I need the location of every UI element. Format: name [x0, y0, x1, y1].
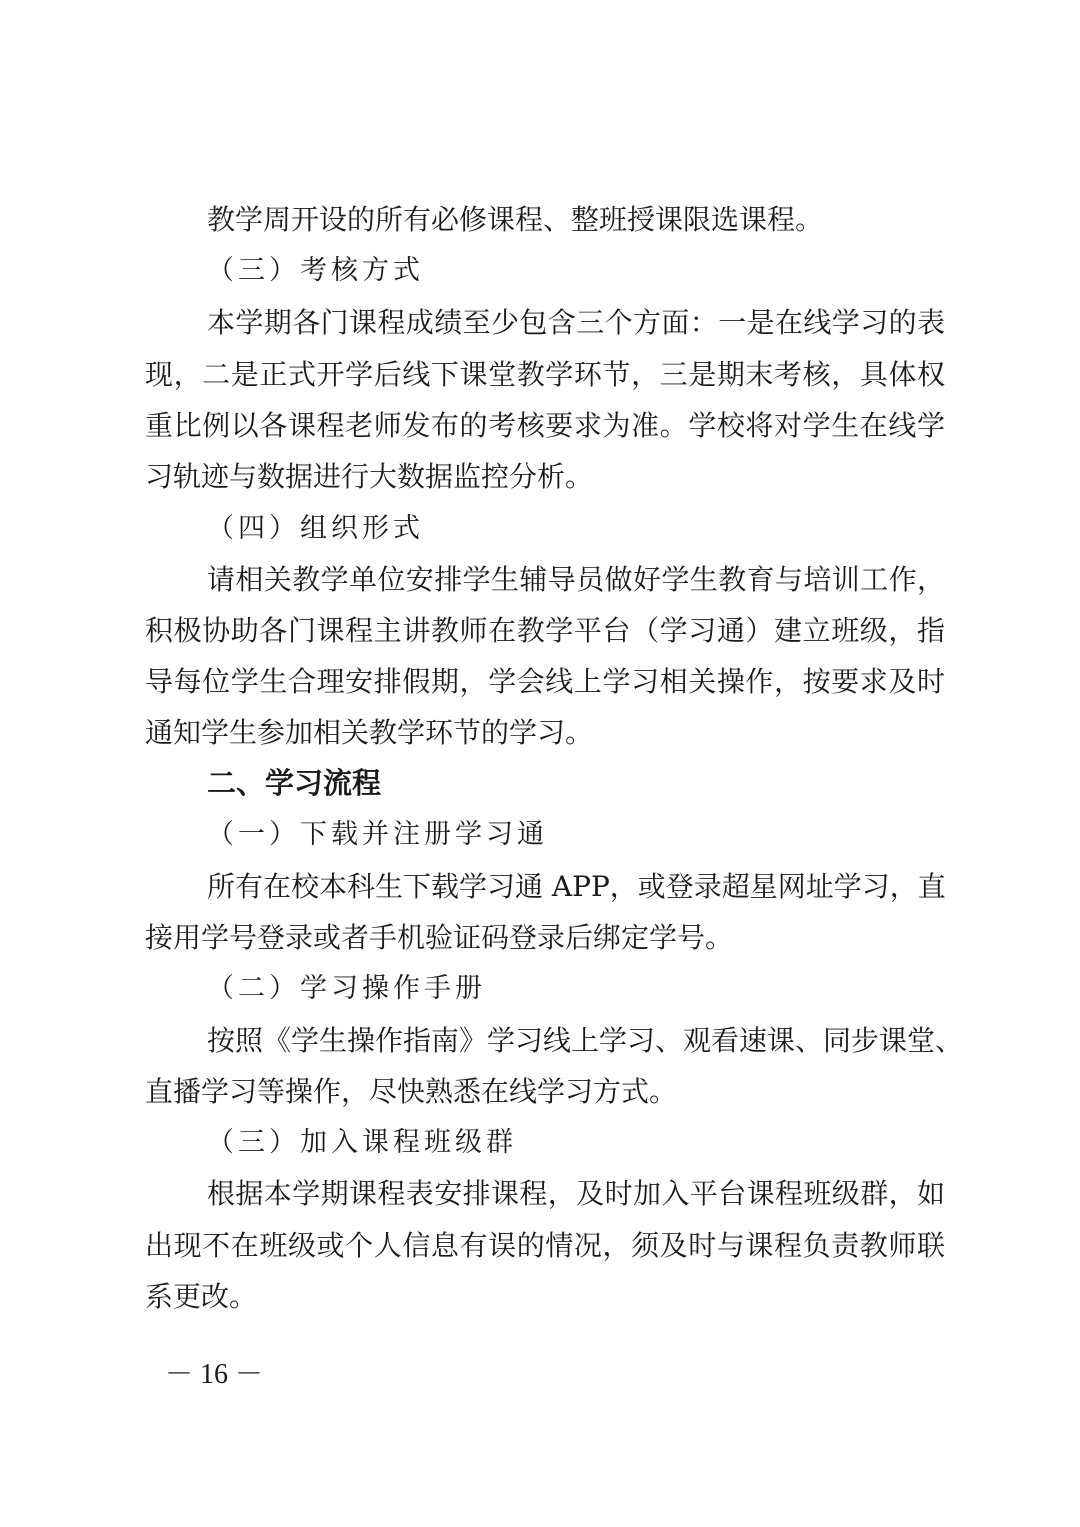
paragraph-line: 系更改。	[145, 1280, 258, 1313]
paragraph-line: 请相关教学单位安排学生辅导员做好学生教育与培训工作，	[207, 563, 945, 596]
paragraph-line: 习轨迹与数据进行大数据监控分析。	[145, 460, 594, 493]
section-subheading: （一）下载并注册学习通	[207, 819, 548, 850]
paragraph-line: 本学期各门课程成绩至少包含三个方面：一是在线学习的表	[207, 306, 945, 339]
page-number: － 16 －	[165, 1359, 264, 1390]
paragraph-line: 导每位学生合理安排假期，学会线上学习相关操作，按要求及时	[145, 665, 945, 698]
paragraph-line: 现，二是正式开学后线下课堂教学环节，三是期末考核，具体权	[145, 358, 945, 391]
paragraph-line: 出现不在班级或个人信息有误的情况，须及时与课程负责教师联	[145, 1229, 945, 1262]
paragraph-line: 所有在校本科生下载学习通 APP，或登录超星网址学习，直	[207, 870, 946, 903]
paragraph-line: 教学周开设的所有必修课程、整班授课限选课程。	[207, 203, 824, 236]
paragraph-line: 积极协助各门课程主讲教师在教学平台（学习通）建立班级，指	[145, 614, 945, 647]
section-subheading: （二）学习操作手册	[207, 973, 486, 1004]
paragraph-line: 重比例以各课程老师发布的考核要求为准。学校将对学生在线学	[145, 409, 945, 442]
paragraph-line: 接用学号登录或者手机验证码登录后绑定学号。	[145, 921, 734, 954]
section-subheading: （三）加入课程班级群	[207, 1127, 517, 1158]
paragraph-line: 直播学习等操作，尽快熟悉在线学习方式。	[145, 1075, 678, 1108]
paragraph-line: 根据本学期课程表安排课程，及时加入平台课程班级群，如	[207, 1177, 945, 1210]
section-subheading: （四）组织形式	[207, 513, 424, 544]
section-heading: 二、学习流程	[207, 766, 382, 800]
paragraph-line: 通知学生参加相关教学环节的学习。	[145, 716, 594, 749]
section-subheading: （三）考核方式	[207, 255, 424, 286]
paragraph-line: 按照《学生操作指南》学习线上学习、观看速课、同步课堂、	[207, 1024, 964, 1057]
